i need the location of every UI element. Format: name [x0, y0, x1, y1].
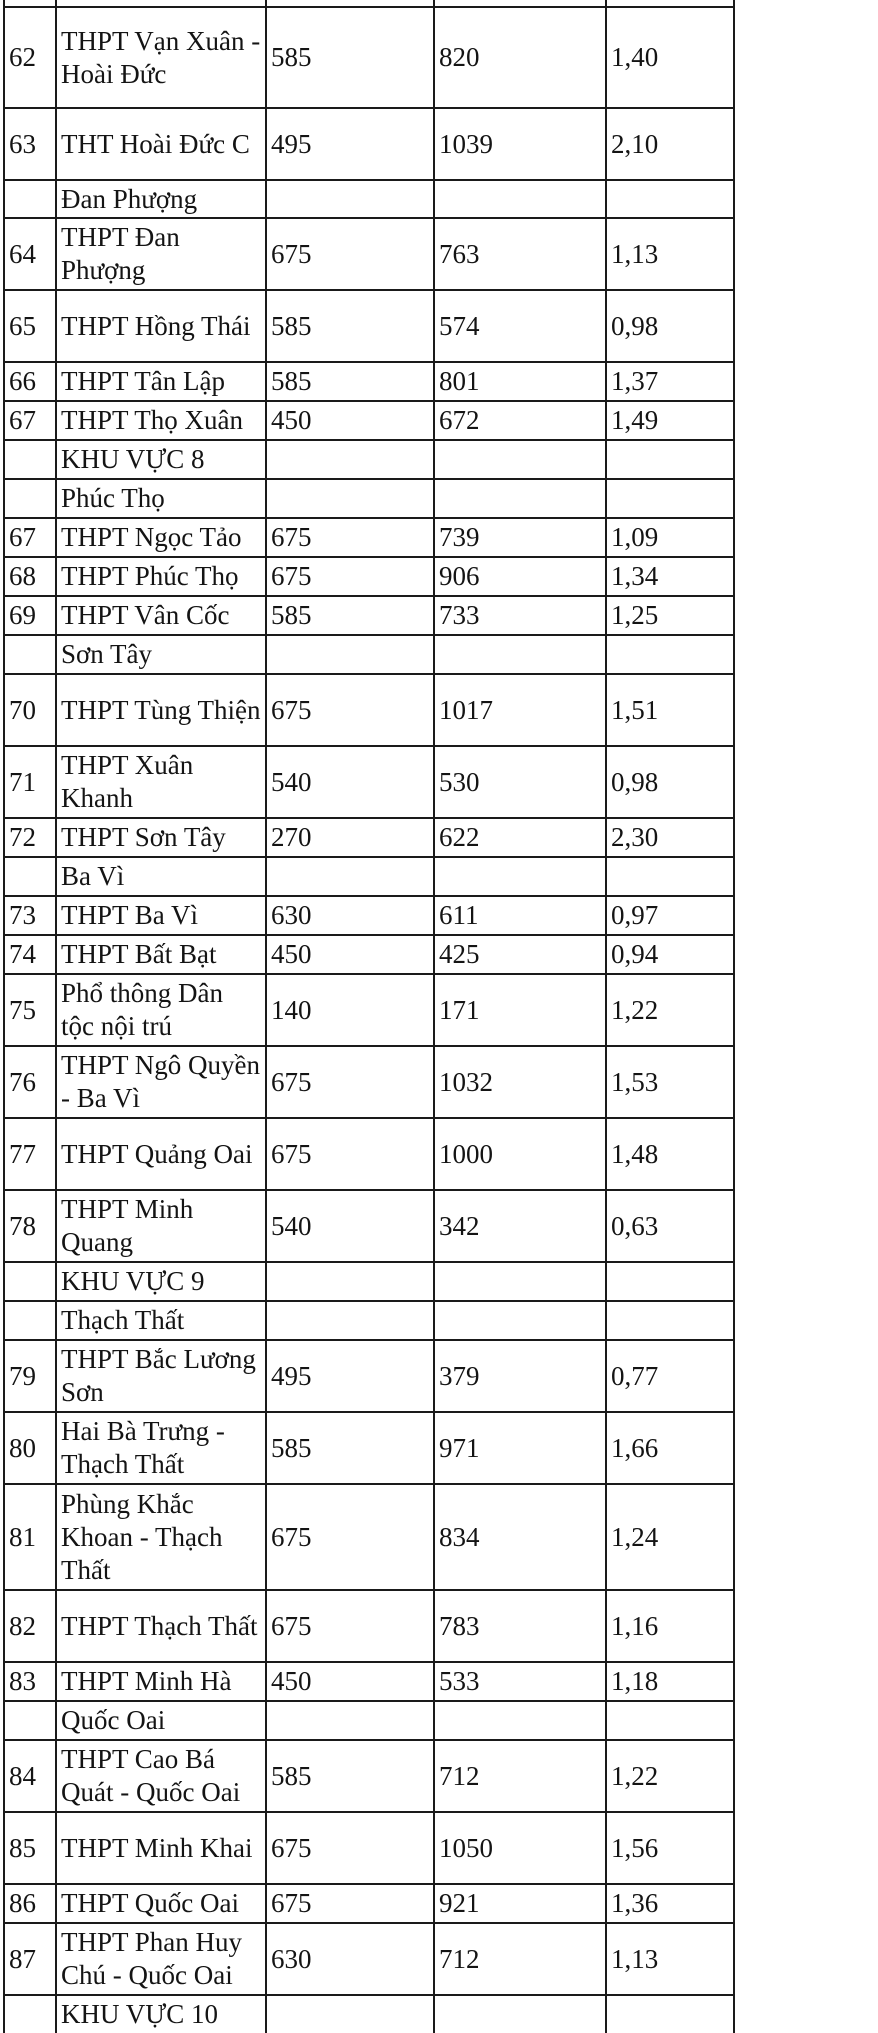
row-number-cell: 64	[4, 218, 56, 290]
ratio-cell: 1,25	[606, 596, 734, 635]
ratio-cell: 0,94	[606, 935, 734, 974]
row-number-cell: 86	[4, 1884, 56, 1923]
quota-cell: 585	[266, 596, 434, 635]
row-number-cell: 81	[4, 1484, 56, 1590]
table-row	[4, 896, 734, 935]
table-row	[4, 746, 734, 818]
table-row	[4, 1884, 734, 1923]
school-name-cell: Đan Phượng	[56, 180, 266, 218]
quota-cell: 675	[266, 218, 434, 290]
table-row	[4, 1590, 734, 1662]
quota-cell: 540	[266, 1190, 434, 1262]
table-row	[4, 290, 734, 362]
row-number-cell: 62	[4, 7, 56, 108]
school-name-cell: Phùng Khắc Khoan - Thạch Thất	[56, 1484, 266, 1590]
applicants-cell: 712	[434, 1740, 606, 1812]
quota-cell: 675	[266, 674, 434, 746]
ratio-cell: 1,24	[606, 1484, 734, 1590]
quota-cell	[266, 635, 434, 674]
row-number-cell: 68	[4, 557, 56, 596]
ratio-cell	[606, 1701, 734, 1740]
school-name-cell: THPT Ngô Quyền - Ba Vì	[56, 1046, 266, 1118]
applicants-cell: 1039	[434, 108, 606, 180]
ratio-cell: 1,51	[606, 674, 734, 746]
row-number-cell	[4, 479, 56, 518]
school-name-cell: THPT Vân Cốc	[56, 596, 266, 635]
school-name-cell: THPT Thọ Xuân	[56, 401, 266, 440]
applicants-cell: 574	[434, 290, 606, 362]
quota-cell	[266, 479, 434, 518]
applicants-cell: 834	[434, 1484, 606, 1590]
ratio-cell: 1,13	[606, 1923, 734, 1995]
table-row	[4, 1923, 734, 1995]
school-name-cell: THPT Ba Vì	[56, 896, 266, 935]
ratio-cell: 2,30	[606, 818, 734, 857]
row-number-cell: 75	[4, 974, 56, 1046]
school-name-cell: THPT Sơn Tây	[56, 818, 266, 857]
row-number-cell	[4, 1995, 56, 2033]
table-row	[4, 218, 734, 290]
row-number-cell: 65	[4, 290, 56, 362]
applicants-cell: 820	[434, 7, 606, 108]
section-row	[4, 440, 734, 479]
school-name-cell: Phổ thông Dân tộc nội trú	[56, 974, 266, 1046]
ratio-cell: 1,18	[606, 1662, 734, 1701]
applicants-cell	[434, 635, 606, 674]
applicants-cell	[434, 1262, 606, 1301]
quota-cell: 270	[266, 818, 434, 857]
quota-cell: 540	[266, 746, 434, 818]
row-number-cell: 73	[4, 896, 56, 935]
row-number-cell: 72	[4, 818, 56, 857]
school-name-cell: THPT Hồng Thái	[56, 290, 266, 362]
ratio-cell: 0,98	[606, 746, 734, 818]
applicants-cell: 1000	[434, 1118, 606, 1190]
school-name-cell: Ba Vì	[56, 857, 266, 896]
ratio-cell: 1,49	[606, 401, 734, 440]
applicants-cell: 425	[434, 935, 606, 974]
table-row	[4, 818, 734, 857]
table-row	[4, 1340, 734, 1412]
quota-cell: 630	[266, 1923, 434, 1995]
applicants-cell: 921	[434, 1884, 606, 1923]
row-number-cell: 74	[4, 935, 56, 974]
row-number-cell: 82	[4, 1590, 56, 1662]
school-name-cell: Hai Bà Trưng - Thạch Thất	[56, 1412, 266, 1484]
table-row	[4, 518, 734, 557]
table-row	[4, 0, 734, 7]
school-name-cell: THPT Quảng Oai	[56, 1118, 266, 1190]
ratio-cell: 1,22	[606, 1740, 734, 1812]
applicants-cell: 763	[434, 218, 606, 290]
school-name-cell: THPT Phúc Thọ	[56, 557, 266, 596]
applicants-cell	[434, 479, 606, 518]
applicants-cell: 342	[434, 1190, 606, 1262]
school-name-cell: THPT Minh Khai	[56, 1812, 266, 1884]
quota-cell: 140	[266, 974, 434, 1046]
school-name-cell: THT Hoài Đức C	[56, 108, 266, 180]
quota-cell: 450	[266, 1662, 434, 1701]
table-row	[4, 974, 734, 1046]
quota-cell: 585	[266, 362, 434, 401]
ratio-cell	[606, 1995, 734, 2033]
applicants-cell	[434, 180, 606, 218]
applicants-cell: 733	[434, 596, 606, 635]
applicants-cell: 171	[434, 974, 606, 1046]
row-number-cell	[4, 440, 56, 479]
ratio-cell	[606, 635, 734, 674]
row-number-cell: 67	[4, 401, 56, 440]
row-number-cell	[4, 180, 56, 218]
row-number-cell: 79	[4, 1340, 56, 1412]
table-row	[4, 557, 734, 596]
applicants-cell: 1017	[434, 674, 606, 746]
ratio-cell	[606, 1301, 734, 1340]
enrollment-table	[3, 0, 735, 2033]
ratio-cell	[606, 1262, 734, 1301]
section-row	[4, 1995, 734, 2033]
applicants-cell	[434, 1701, 606, 1740]
quota-cell	[266, 0, 434, 7]
table-row	[4, 674, 734, 746]
ratio-cell: 1,56	[606, 1812, 734, 1884]
quota-cell	[266, 1701, 434, 1740]
ratio-cell: 1,34	[606, 557, 734, 596]
applicants-cell: 533	[434, 1662, 606, 1701]
school-name-cell: THPT Ngọc Tảo	[56, 518, 266, 557]
ratio-cell: 0,98	[606, 290, 734, 362]
applicants-cell: 739	[434, 518, 606, 557]
school-name-cell: KHU VỰC 8	[56, 440, 266, 479]
school-name-cell: THPT Minh Quang	[56, 1190, 266, 1262]
quota-cell: 675	[266, 1590, 434, 1662]
row-number-cell: 71	[4, 746, 56, 818]
ratio-cell	[606, 857, 734, 896]
applicants-cell: 611	[434, 896, 606, 935]
applicants-cell: 622	[434, 818, 606, 857]
school-name-cell: KHU VỰC 10	[56, 1995, 266, 2033]
ratio-cell	[606, 479, 734, 518]
table-row	[4, 7, 734, 108]
ratio-cell: 1,13	[606, 218, 734, 290]
ratio-cell: 1,37	[606, 362, 734, 401]
section-row	[4, 635, 734, 674]
table-row	[4, 935, 734, 974]
ratio-cell: 1,16	[606, 1590, 734, 1662]
table-row	[4, 596, 734, 635]
quota-cell: 675	[266, 1884, 434, 1923]
table-row	[4, 362, 734, 401]
applicants-cell: 1050	[434, 1812, 606, 1884]
school-name-cell: THPT Tùng Thiện	[56, 674, 266, 746]
quota-cell	[266, 1995, 434, 2033]
quota-cell	[266, 1262, 434, 1301]
applicants-cell: 783	[434, 1590, 606, 1662]
quota-cell: 675	[266, 1812, 434, 1884]
row-number-cell: 69	[4, 596, 56, 635]
quota-cell	[266, 440, 434, 479]
applicants-cell: 971	[434, 1412, 606, 1484]
section-row	[4, 180, 734, 218]
school-name-cell: THPT Tân Lập	[56, 362, 266, 401]
ratio-cell: 0,97	[606, 896, 734, 935]
table-row	[4, 1118, 734, 1190]
row-number-cell	[4, 1701, 56, 1740]
section-row	[4, 1262, 734, 1301]
enrollment-table-body	[4, 0, 734, 2033]
row-number-cell: 67	[4, 518, 56, 557]
row-number-cell: 78	[4, 1190, 56, 1262]
school-name-cell: KHU VỰC 9	[56, 1262, 266, 1301]
row-number-cell: 87	[4, 1923, 56, 1995]
section-row	[4, 1701, 734, 1740]
row-number-cell	[4, 857, 56, 896]
quota-cell: 675	[266, 1484, 434, 1590]
table-row	[4, 1190, 734, 1262]
applicants-cell: 712	[434, 1923, 606, 1995]
school-name-cell: THPT Phan Huy Chú - Quốc Oai	[56, 1923, 266, 1995]
table-row	[4, 401, 734, 440]
row-number-cell	[4, 1262, 56, 1301]
quota-cell	[266, 857, 434, 896]
quota-cell: 585	[266, 1740, 434, 1812]
ratio-cell: 0,63	[606, 1190, 734, 1262]
section-row	[4, 1301, 734, 1340]
quota-cell: 495	[266, 108, 434, 180]
row-number-cell: 85	[4, 1812, 56, 1884]
row-number-cell: 70	[4, 674, 56, 746]
row-number-cell: 77	[4, 1118, 56, 1190]
ratio-cell: 1,48	[606, 1118, 734, 1190]
applicants-cell: 906	[434, 557, 606, 596]
table-row	[4, 1812, 734, 1884]
applicants-cell	[434, 1301, 606, 1340]
ratio-cell: 0,77	[606, 1340, 734, 1412]
school-name-cell: Quốc Oai	[56, 1701, 266, 1740]
school-name-cell	[56, 0, 266, 7]
row-number-cell: 80	[4, 1412, 56, 1484]
school-name-cell: THPT Đan Phượng	[56, 218, 266, 290]
applicants-cell	[434, 857, 606, 896]
school-name-cell: Sơn Tây	[56, 635, 266, 674]
row-number-cell: 76	[4, 1046, 56, 1118]
row-number-cell: 63	[4, 108, 56, 180]
table-row	[4, 1412, 734, 1484]
school-name-cell: Thạch Thất	[56, 1301, 266, 1340]
row-number-cell: 84	[4, 1740, 56, 1812]
applicants-cell: 379	[434, 1340, 606, 1412]
school-name-cell: THPT Quốc Oai	[56, 1884, 266, 1923]
ratio-cell	[606, 440, 734, 479]
quota-cell: 675	[266, 518, 434, 557]
applicants-cell	[434, 440, 606, 479]
quota-cell: 675	[266, 1046, 434, 1118]
quota-cell: 495	[266, 1340, 434, 1412]
school-name-cell: THPT Cao Bá Quát - Quốc Oai	[56, 1740, 266, 1812]
row-number-cell	[4, 0, 56, 7]
school-name-cell: THPT Bất Bạt	[56, 935, 266, 974]
quota-cell	[266, 1301, 434, 1340]
row-number-cell	[4, 635, 56, 674]
applicants-cell	[434, 0, 606, 7]
ratio-cell: 1,40	[606, 7, 734, 108]
quota-cell: 585	[266, 7, 434, 108]
quota-cell: 585	[266, 290, 434, 362]
school-name-cell: THPT Vạn Xuân - Hoài Đức	[56, 7, 266, 108]
row-number-cell	[4, 1301, 56, 1340]
applicants-cell: 801	[434, 362, 606, 401]
applicants-cell: 672	[434, 401, 606, 440]
table-row	[4, 1484, 734, 1590]
school-name-cell: Phúc Thọ	[56, 479, 266, 518]
ratio-cell	[606, 180, 734, 218]
ratio-cell: 1,53	[606, 1046, 734, 1118]
table-row	[4, 108, 734, 180]
ratio-cell: 1,36	[606, 1884, 734, 1923]
quota-cell: 675	[266, 557, 434, 596]
school-name-cell: THPT Thạch Thất	[56, 1590, 266, 1662]
quota-cell: 675	[266, 1118, 434, 1190]
section-row	[4, 857, 734, 896]
applicants-cell: 530	[434, 746, 606, 818]
section-row	[4, 479, 734, 518]
row-number-cell: 83	[4, 1662, 56, 1701]
table-row	[4, 1740, 734, 1812]
table-row	[4, 1662, 734, 1701]
ratio-cell: 1,22	[606, 974, 734, 1046]
school-name-cell: THPT Minh Hà	[56, 1662, 266, 1701]
ratio-cell: 2,10	[606, 108, 734, 180]
applicants-cell: 1032	[434, 1046, 606, 1118]
quota-cell: 585	[266, 1412, 434, 1484]
quota-cell: 450	[266, 935, 434, 974]
quota-cell: 450	[266, 401, 434, 440]
ratio-cell: 1,66	[606, 1412, 734, 1484]
applicants-cell	[434, 1995, 606, 2033]
ratio-cell	[606, 0, 734, 7]
row-number-cell: 66	[4, 362, 56, 401]
quota-cell	[266, 180, 434, 218]
school-name-cell: THPT Bắc Lương Sơn	[56, 1340, 266, 1412]
quota-cell: 630	[266, 896, 434, 935]
table-row	[4, 1046, 734, 1118]
school-name-cell: THPT Xuân Khanh	[56, 746, 266, 818]
ratio-cell: 1,09	[606, 518, 734, 557]
